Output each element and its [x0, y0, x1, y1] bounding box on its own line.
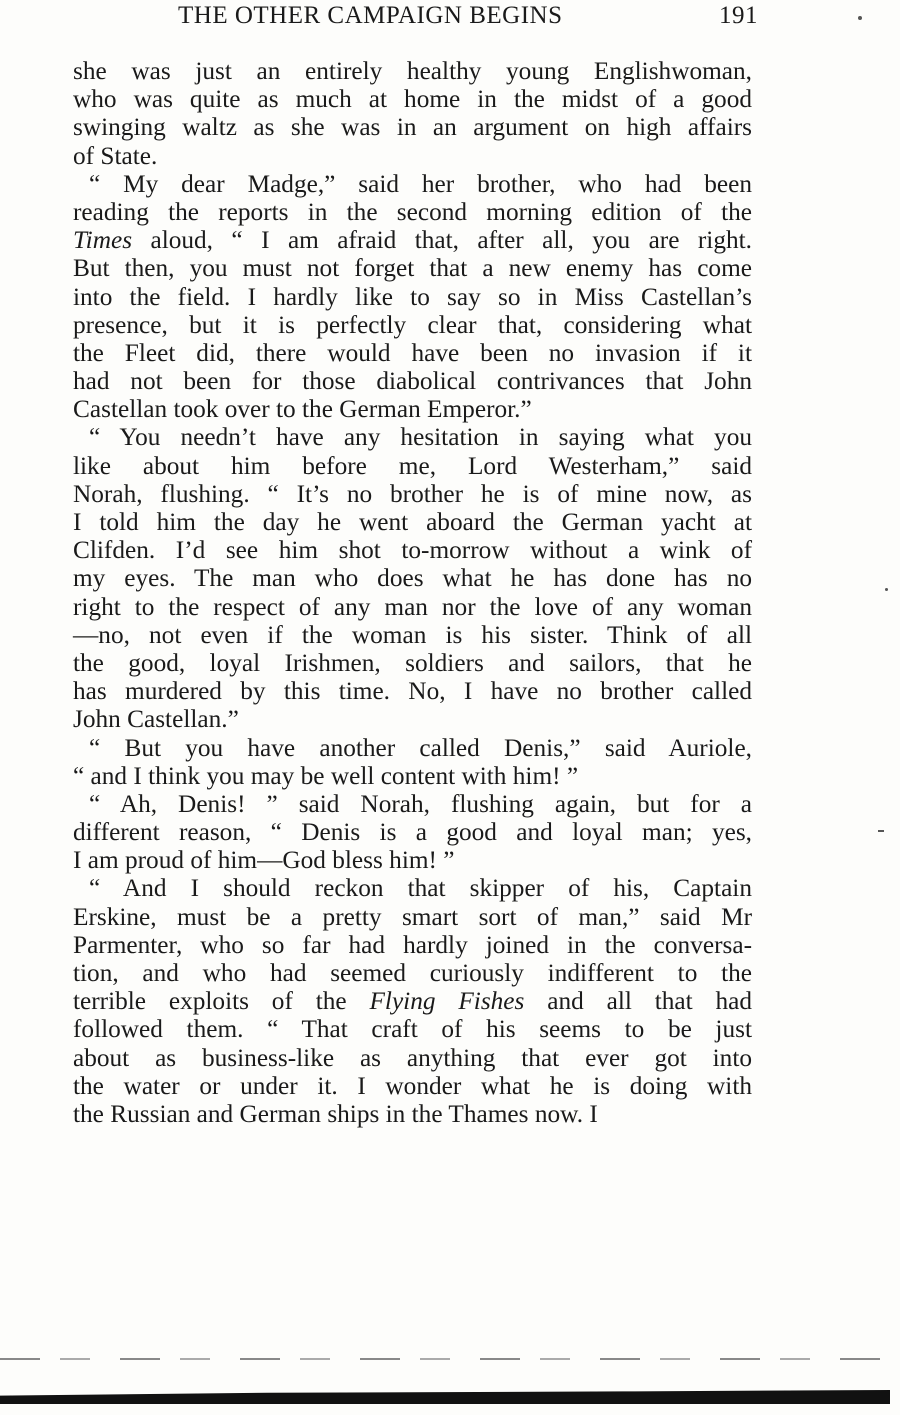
text-line: followed them. “ That craft of his seems to be just — [73, 1015, 752, 1044]
text-line: swinging waltz as she was in an argument on high affairs — [73, 113, 752, 142]
italic-vessel-name: Flying Fishes — [369, 987, 525, 1016]
text-line: “ My dear Madge,” said her brother, who had been — [89, 169, 752, 198]
text-line: John Castellan.” — [73, 705, 239, 734]
text-line: different reason, “ Denis is a good and loyal man; yes, — [73, 818, 752, 847]
text-line: who was quite as much at home in the midst of a good — [73, 85, 752, 114]
text-line: had not been for those diabolical contrivances that John — [73, 367, 752, 396]
scan-speck — [858, 16, 862, 20]
text-line: into the field. I hardly like to say so in Miss Castellan’s — [73, 282, 752, 311]
text-line: she was just an entirely healthy young Englishwoman, — [73, 57, 752, 85]
scan-edge-line — [0, 1358, 890, 1360]
text-line: presence, but it is perfectly clear that, considering what — [73, 310, 752, 339]
text-line: “ But you have another called Denis,” said Auriole, — [89, 733, 752, 762]
text-line: about as business-like as anything that ever got into — [73, 1043, 752, 1072]
text-line: Parmenter, who so far had hardly joined in the conversa- — [73, 930, 752, 959]
text-line: of State. — [73, 141, 158, 170]
text-span: terrible exploits of the — [73, 987, 370, 1016]
text-line: the Fleet did, there would have been no invasion if it — [73, 338, 752, 367]
text-line: like about him before me, Lord Westerham,” said — [73, 451, 752, 480]
text-line — [73, 226, 752, 254]
text-line: “ and I think you may be well content with him! ” — [73, 761, 579, 790]
text-line: right to the respect of any man nor the love of any woman — [73, 592, 752, 621]
text-line: Norah, flushing. “ It’s no brother he is of mine now, as — [73, 479, 752, 508]
text-span: aloud, “ I am afraid that, after all, you are right. — [132, 226, 752, 255]
text-line: I told him the day he went aboard the German yacht at — [73, 508, 752, 536]
text-line: —no, not even if the woman is his sister. Think of all — [73, 620, 752, 649]
text-line — [73, 987, 752, 1015]
italic-newspaper-title: Times — [73, 226, 133, 255]
scan-speck — [885, 588, 888, 591]
text-line: “ Ah, Denis! ” said Norah, flushing again, but for a — [89, 789, 752, 818]
text-line: Clifden. I’d see him shot to-morrow without a wink of — [73, 536, 752, 565]
text-line: “ And I should reckon that skipper of his, Captain — [89, 874, 752, 903]
text-line: I am proud of him—God bless him! ” — [73, 846, 455, 875]
text-line: Castellan took over to the German Emperor.” — [73, 395, 532, 424]
text-line: “ You needn’t have any hesitation in saying what you — [89, 423, 752, 452]
text-line: Erskine, must be a pretty smart sort of man,” said Mr — [73, 902, 752, 931]
text-line: tion, and who had seemed curiously indifferent to the — [73, 959, 752, 987]
text-line: reading the reports in the second morning edition of the — [73, 197, 752, 226]
scan-edge-bar — [0, 1390, 890, 1404]
chapter-title: THE OTHER CAMPAIGN BEGINS — [178, 2, 563, 29]
scan-speck — [878, 830, 884, 832]
text-line: has murdered by this time. No, I have no brother called — [73, 677, 752, 706]
text-line: my eyes. The man who does what he has done has no — [73, 564, 752, 593]
text-line: the good, loyal Irishmen, soldiers and sailors, that he — [73, 648, 752, 677]
text-line: the water or under it. I wonder what he is doing with — [73, 1071, 752, 1100]
running-head — [178, 2, 758, 38]
page-number: 191 — [719, 2, 758, 29]
body-text — [73, 57, 752, 1128]
text-line: the Russian and German ships in the Thames now. I — [73, 1099, 598, 1128]
text-span: and all that had — [524, 987, 752, 1016]
text-line: But then, you must not forget that a new enemy has come — [73, 254, 752, 283]
